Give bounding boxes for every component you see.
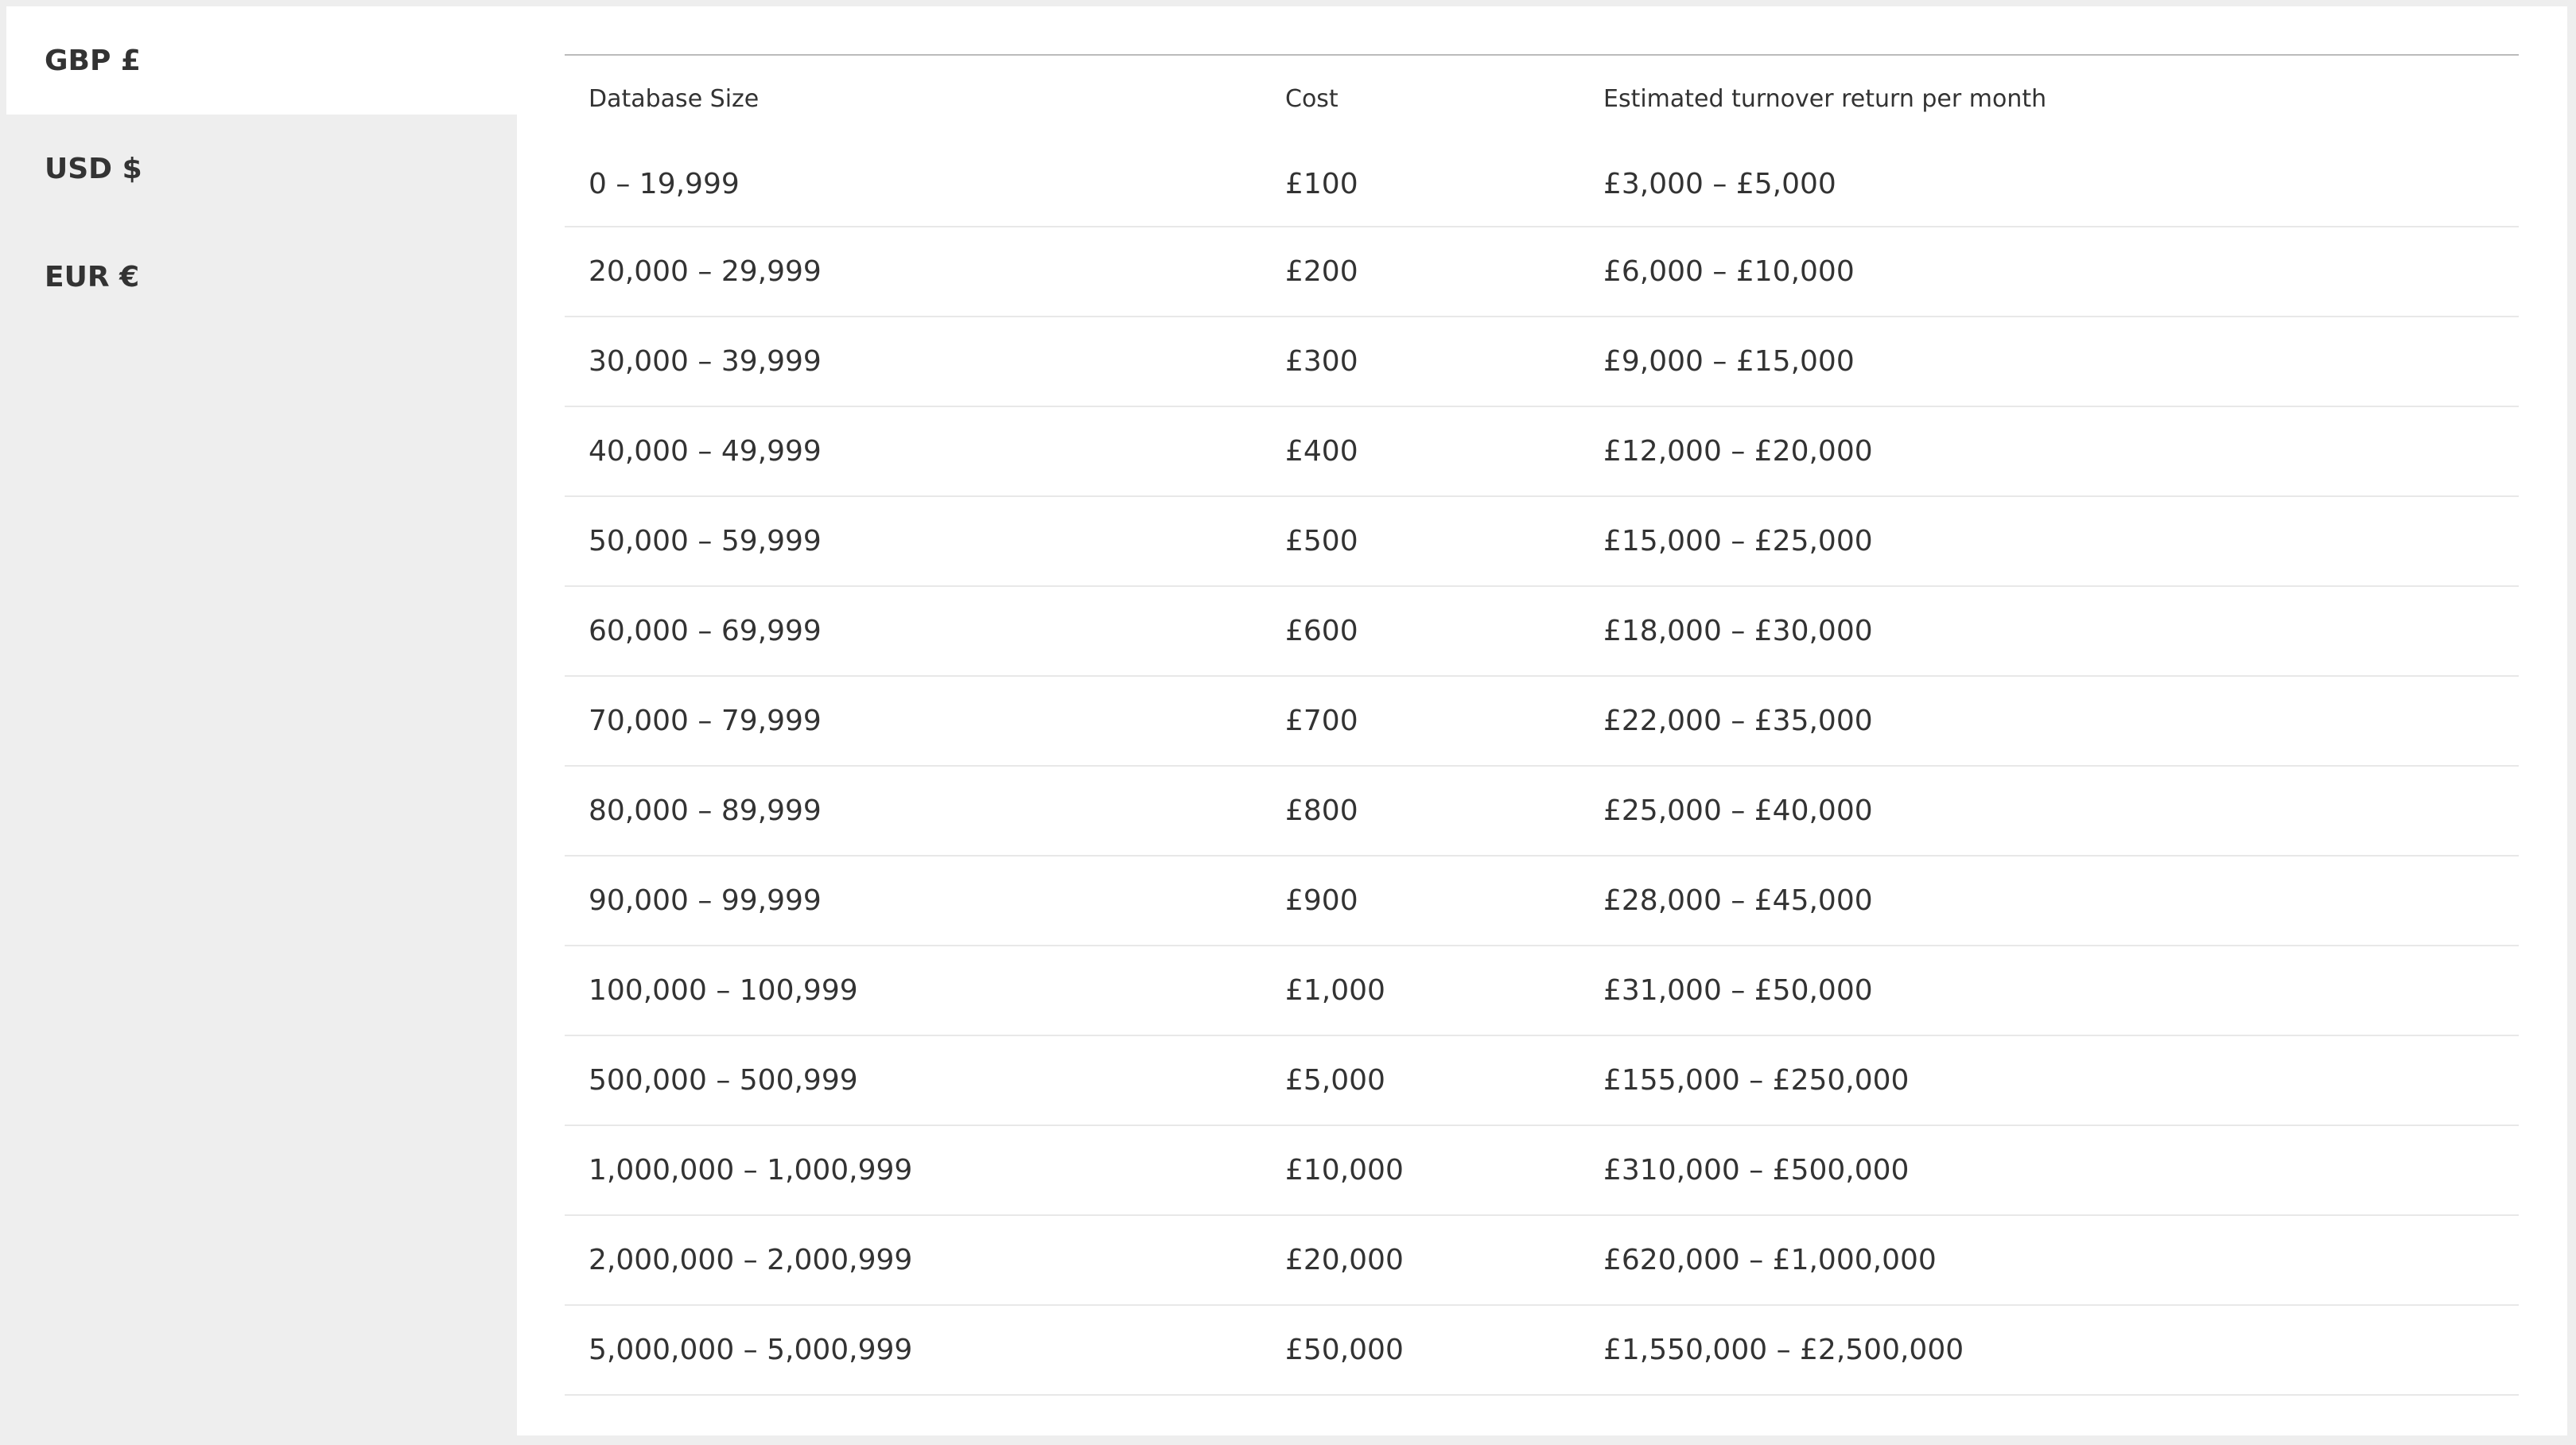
cell-database-size: 20,000 – 29,999 xyxy=(565,227,1261,317)
cell-turnover: £25,000 – £40,000 xyxy=(1579,766,2519,856)
cell-cost: £20,000 xyxy=(1261,1215,1579,1305)
tab-eur[interactable]: EUR € xyxy=(45,260,140,293)
cell-turnover: £9,000 – £15,000 xyxy=(1579,317,2519,406)
cell-turnover: £28,000 – £45,000 xyxy=(1579,856,2519,946)
cell-cost: £300 xyxy=(1261,317,1579,406)
cell-turnover: £1,550,000 – £2,500,000 xyxy=(1579,1305,2519,1395)
cell-turnover: £3,000 – £5,000 xyxy=(1579,142,2519,227)
table-row xyxy=(565,946,2519,1035)
cell-cost: £700 xyxy=(1261,676,1579,766)
tab-gbp[interactable]: GBP £ xyxy=(6,6,517,115)
cell-cost: £600 xyxy=(1261,586,1579,676)
table-row xyxy=(565,227,2519,317)
cell-turnover: £15,000 – £25,000 xyxy=(1579,496,2519,586)
table-header xyxy=(565,56,2519,142)
cell-database-size: 1,000,000 – 1,000,999 xyxy=(565,1125,1261,1215)
cell-database-size: 90,000 – 99,999 xyxy=(565,856,1261,946)
cell-cost: £1,000 xyxy=(1261,946,1579,1035)
cell-cost: £5,000 xyxy=(1261,1035,1579,1125)
cell-cost: £10,000 xyxy=(1261,1125,1579,1215)
cell-cost: £50,000 xyxy=(1261,1305,1579,1395)
cell-database-size: 5,000,000 – 5,000,999 xyxy=(565,1305,1261,1395)
header-turnover: Estimated turnover return per month xyxy=(1603,84,2047,113)
currency-tabs xyxy=(0,6,517,1445)
cell-turnover: £6,000 – £10,000 xyxy=(1579,227,2519,317)
cell-cost: £900 xyxy=(1261,856,1579,946)
cell-cost: £400 xyxy=(1261,406,1579,496)
cell-turnover: £310,000 – £500,000 xyxy=(1579,1125,2519,1215)
cell-turnover: £18,000 – £30,000 xyxy=(1579,586,2519,676)
cell-cost: £500 xyxy=(1261,496,1579,586)
cell-database-size: 30,000 – 39,999 xyxy=(565,317,1261,406)
cell-database-size: 80,000 – 89,999 xyxy=(565,766,1261,856)
cell-cost: £800 xyxy=(1261,766,1579,856)
cell-database-size: 2,000,000 – 2,000,999 xyxy=(565,1215,1261,1305)
header-database-size: Database Size xyxy=(589,84,760,113)
table-header-row xyxy=(565,56,2519,142)
table-row xyxy=(565,317,2519,406)
pricing-panel xyxy=(517,6,2567,1435)
cell-cost: £200 xyxy=(1261,227,1579,317)
pricing-table-container xyxy=(565,54,2519,1396)
table-row xyxy=(565,586,2519,676)
table-row xyxy=(565,406,2519,496)
table-row xyxy=(565,496,2519,586)
cell-database-size: 70,000 – 79,999 xyxy=(565,676,1261,766)
table-row xyxy=(565,856,2519,946)
top-border xyxy=(0,0,2576,6)
cell-turnover: £155,000 – £250,000 xyxy=(1579,1035,2519,1125)
cell-database-size: 40,000 – 49,999 xyxy=(565,406,1261,496)
cell-turnover: £31,000 – £50,000 xyxy=(1579,946,2519,1035)
table-row xyxy=(565,1305,2519,1395)
cell-database-size: 0 – 19,999 xyxy=(565,142,1261,227)
table-body xyxy=(565,142,2519,1395)
table-row xyxy=(565,142,2519,227)
cell-cost: £100 xyxy=(1261,142,1579,227)
table-row xyxy=(565,1125,2519,1215)
cell-database-size: 50,000 – 59,999 xyxy=(565,496,1261,586)
cell-turnover: £22,000 – £35,000 xyxy=(1579,676,2519,766)
cell-database-size: 100,000 – 100,999 xyxy=(565,946,1261,1035)
cell-database-size: 60,000 – 69,999 xyxy=(565,586,1261,676)
header-cost: Cost xyxy=(1285,84,1339,113)
table-row xyxy=(565,1035,2519,1125)
cell-turnover: £620,000 – £1,000,000 xyxy=(1579,1215,2519,1305)
table-row xyxy=(565,1215,2519,1305)
table-row xyxy=(565,766,2519,856)
tab-usd[interactable]: USD $ xyxy=(45,152,142,185)
cell-database-size: 500,000 – 500,999 xyxy=(565,1035,1261,1125)
table-row xyxy=(565,676,2519,766)
pricing-table xyxy=(565,56,2519,1396)
cell-turnover: £12,000 – £20,000 xyxy=(1579,406,2519,496)
